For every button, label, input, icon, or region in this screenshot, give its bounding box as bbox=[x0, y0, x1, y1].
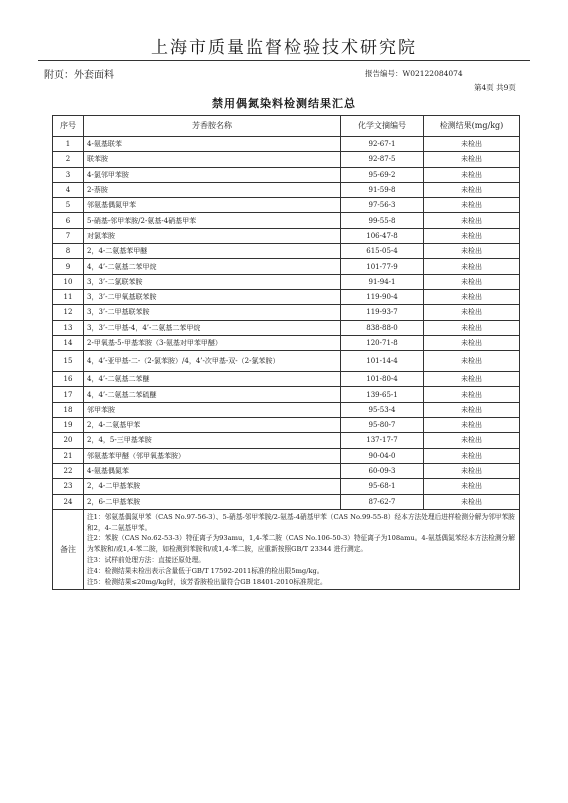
cell-result: 未检出 bbox=[424, 167, 520, 182]
cell-cas: 90-04-0 bbox=[341, 448, 424, 463]
table-row bbox=[53, 494, 520, 509]
col-header-result: 检测结果(mg/kg) bbox=[424, 116, 520, 137]
table-row bbox=[53, 433, 520, 448]
institute-title: 上海市质量监督检验技术研究院 bbox=[151, 38, 417, 58]
cell-result: 未检出 bbox=[424, 228, 520, 243]
table-row bbox=[53, 387, 520, 402]
cell-no: 8 bbox=[53, 244, 84, 259]
cell-no: 6 bbox=[53, 213, 84, 228]
cell-result: 未检出 bbox=[424, 448, 520, 463]
cell-amine-name: 2，6-二甲基苯胺 bbox=[84, 494, 341, 509]
note-5: 注5：检测结果≤20mg/kg时，该芳香胺检出量符合GB 18401-2010标准规定。 bbox=[87, 577, 327, 586]
table-row bbox=[53, 418, 520, 433]
table-row bbox=[53, 152, 520, 167]
cell-cas: 95-69-2 bbox=[341, 167, 424, 182]
results-table bbox=[52, 115, 520, 590]
cell-cas: 120-71-8 bbox=[341, 335, 424, 350]
cell-no: 2 bbox=[53, 152, 84, 167]
table-row bbox=[53, 305, 520, 320]
cell-no: 14 bbox=[53, 335, 84, 350]
cell-no: 21 bbox=[53, 448, 84, 463]
table-row bbox=[53, 259, 520, 274]
cell-no: 3 bbox=[53, 167, 84, 182]
cell-result: 未检出 bbox=[424, 494, 520, 509]
note-2: 注2：苯胺（CAS No.62-53-3）特征离子为93amu，1,4-苯二胺（CAS No.106-50-3）特征离子为108amu。4-氨基偶氮苯经本方法检测分解为苯胺和/或1,4-苯二胺，如检测到苯胺和/或1,4-苯二胺，应重新按照GB/T 23344 进行测定。 bbox=[87, 534, 515, 554]
cell-amine-name: 3，3’-二氯联苯胺 bbox=[84, 274, 341, 289]
cell-result: 未检出 bbox=[424, 213, 520, 228]
cell-amine-name: 2，4-二氨基苯甲醚 bbox=[84, 244, 341, 259]
cell-result: 未检出 bbox=[424, 463, 520, 478]
cell-amine-name: 邻甲苯胺 bbox=[84, 402, 341, 417]
note-1: 注1：邻氨基偶氮甲苯（CAS No.97-56-3）、5-硝基-邻甲苯胺/2-氨基-4硝基甲苯（CAS No.99-55-8）经本方法处理后进样检测分解为邻甲苯胺和2，4-二氨基甲苯。 bbox=[87, 512, 515, 532]
cell-amine-name: 2，4，5-三甲基苯胺 bbox=[84, 433, 341, 448]
cell-no: 23 bbox=[53, 479, 84, 494]
table-row bbox=[53, 320, 520, 335]
cell-cas: 92-67-1 bbox=[341, 137, 424, 152]
cell-no: 17 bbox=[53, 387, 84, 402]
cell-cas: 119-93-7 bbox=[341, 305, 424, 320]
report-number: 报告编号：W02122084074 bbox=[365, 69, 463, 78]
cell-amine-name: 2-萘胺 bbox=[84, 182, 341, 197]
cell-no: 7 bbox=[53, 228, 84, 243]
cell-result: 未检出 bbox=[424, 351, 520, 372]
cell-result: 未检出 bbox=[424, 387, 520, 402]
cell-result: 未检出 bbox=[424, 274, 520, 289]
table-title: 禁用偶氮染料检测结果汇总 bbox=[212, 97, 356, 110]
cell-no: 13 bbox=[53, 320, 84, 335]
col-header-amine-name: 芳香胺名称 bbox=[84, 116, 341, 137]
cell-amine-name: 5-硝基-邻甲苯胺/2-氨基-4硝基甲苯 bbox=[84, 213, 341, 228]
cell-no: 9 bbox=[53, 259, 84, 274]
cell-no: 19 bbox=[53, 418, 84, 433]
cell-amine-name: 邻氨基偶氮甲苯 bbox=[84, 198, 341, 213]
cell-result: 未检出 bbox=[424, 305, 520, 320]
cell-amine-name: 2-甲氧基-5-甲基苯胺（3-氨基对甲苯甲醚） bbox=[84, 335, 341, 350]
cell-cas: 95-53-4 bbox=[341, 402, 424, 417]
cell-cas: 615-05-4 bbox=[341, 244, 424, 259]
cell-cas: 101-77-9 bbox=[341, 259, 424, 274]
cell-amine-name: 4，4’-二氨基二苯硫醚 bbox=[84, 387, 341, 402]
cell-result: 未检出 bbox=[424, 433, 520, 448]
cell-amine-name: 4-氨基联苯 bbox=[84, 137, 341, 152]
note-3: 注3：试样前处理方法：直接还原处理。 bbox=[87, 556, 205, 565]
table-header-row bbox=[53, 116, 520, 137]
table-row bbox=[53, 244, 520, 259]
cell-cas: 106-47-8 bbox=[341, 228, 424, 243]
table-row bbox=[53, 274, 520, 289]
cell-no: 20 bbox=[53, 433, 84, 448]
cell-cas: 95-80-7 bbox=[341, 418, 424, 433]
table-row bbox=[53, 137, 520, 152]
cell-result: 未检出 bbox=[424, 198, 520, 213]
cell-cas: 101-14-4 bbox=[341, 351, 424, 372]
cell-amine-name: 3，3’-二甲基联苯胺 bbox=[84, 305, 341, 320]
cell-no: 18 bbox=[53, 402, 84, 417]
cell-result: 未检出 bbox=[424, 479, 520, 494]
cell-amine-name: 4，4’-亚甲基-二-（2-氯苯胺）/4，4’-次甲基-双-（2-氯苯胺） bbox=[84, 351, 341, 372]
cell-amine-name: 4，4’-二氨基二苯甲烷 bbox=[84, 259, 341, 274]
cell-cas: 137-17-7 bbox=[341, 433, 424, 448]
table-row bbox=[53, 167, 520, 182]
cell-cas: 97-56-3 bbox=[341, 198, 424, 213]
table-row bbox=[53, 213, 520, 228]
page-info: 第4页 共9页 bbox=[474, 83, 516, 92]
table-row bbox=[53, 335, 520, 350]
cell-result: 未检出 bbox=[424, 259, 520, 274]
cell-no: 16 bbox=[53, 372, 84, 387]
cell-amine-name: 4，4’-二氨基二苯醚 bbox=[84, 372, 341, 387]
cell-result: 未检出 bbox=[424, 152, 520, 167]
cell-cas: 87-62-7 bbox=[341, 494, 424, 509]
cell-no: 12 bbox=[53, 305, 84, 320]
table-row bbox=[53, 182, 520, 197]
cell-no: 24 bbox=[53, 494, 84, 509]
cell-no: 1 bbox=[53, 137, 84, 152]
cell-cas: 838-88-0 bbox=[341, 320, 424, 335]
cell-amine-name: 对氯苯胺 bbox=[84, 228, 341, 243]
cell-amine-name: 2，4-二甲基苯胺 bbox=[84, 479, 341, 494]
col-header-no: 序号 bbox=[53, 116, 84, 137]
cell-no: 10 bbox=[53, 274, 84, 289]
notes-row bbox=[53, 509, 520, 590]
cell-result: 未检出 bbox=[424, 289, 520, 304]
cell-result: 未检出 bbox=[424, 244, 520, 259]
table-row bbox=[53, 463, 520, 478]
cell-result: 未检出 bbox=[424, 320, 520, 335]
cell-cas: 92-87-5 bbox=[341, 152, 424, 167]
cell-amine-name: 联苯胺 bbox=[84, 152, 341, 167]
cell-amine-name: 2，4-二氨基甲苯 bbox=[84, 418, 341, 433]
cell-result: 未检出 bbox=[424, 402, 520, 417]
cell-cas: 95-68-1 bbox=[341, 479, 424, 494]
cell-result: 未检出 bbox=[424, 335, 520, 350]
cell-result: 未检出 bbox=[424, 182, 520, 197]
cell-amine-name: 3，3’-二甲氧基联苯胺 bbox=[84, 289, 341, 304]
cell-result: 未检出 bbox=[424, 372, 520, 387]
cell-no: 22 bbox=[53, 463, 84, 478]
col-header-cas: 化学文摘编号 bbox=[341, 116, 424, 137]
cell-result: 未检出 bbox=[424, 137, 520, 152]
cell-amine-name: 3，3’-二甲基-4，4’-二氨基二苯甲烷 bbox=[84, 320, 341, 335]
cell-no: 5 bbox=[53, 198, 84, 213]
cell-amine-name: 4-氯邻甲苯胺 bbox=[84, 167, 341, 182]
table-row bbox=[53, 198, 520, 213]
cell-amine-name: 4-氨基偶氮苯 bbox=[84, 463, 341, 478]
table-row bbox=[53, 351, 520, 372]
note-4: 注4：检测结果未检出表示含量低于GB/T 17592-2011标准的检出限5mg/kg。 bbox=[87, 566, 324, 575]
cell-no: 4 bbox=[53, 182, 84, 197]
cell-cas: 139-65-1 bbox=[341, 387, 424, 402]
cell-cas: 91-94-1 bbox=[341, 274, 424, 289]
notes-cell bbox=[84, 509, 520, 590]
appendix-label: 附页：外套面料 bbox=[44, 70, 114, 81]
cell-cas: 99-55-8 bbox=[341, 213, 424, 228]
cell-cas: 60-09-3 bbox=[341, 463, 424, 478]
table-row bbox=[53, 372, 520, 387]
table-row bbox=[53, 289, 520, 304]
header-divider bbox=[38, 60, 530, 61]
table-row bbox=[53, 479, 520, 494]
cell-no: 15 bbox=[53, 351, 84, 372]
table-row bbox=[53, 448, 520, 463]
cell-result: 未检出 bbox=[424, 418, 520, 433]
cell-no: 11 bbox=[53, 289, 84, 304]
cell-amine-name: 邻氨基苯甲醚（邻甲氧基苯胺） bbox=[84, 448, 341, 463]
cell-cas: 101-80-4 bbox=[341, 372, 424, 387]
table-row bbox=[53, 228, 520, 243]
cell-cas: 119-90-4 bbox=[341, 289, 424, 304]
cell-cas: 91-59-8 bbox=[341, 182, 424, 197]
table-row bbox=[53, 402, 520, 417]
notes-label: 备注 bbox=[53, 509, 84, 590]
